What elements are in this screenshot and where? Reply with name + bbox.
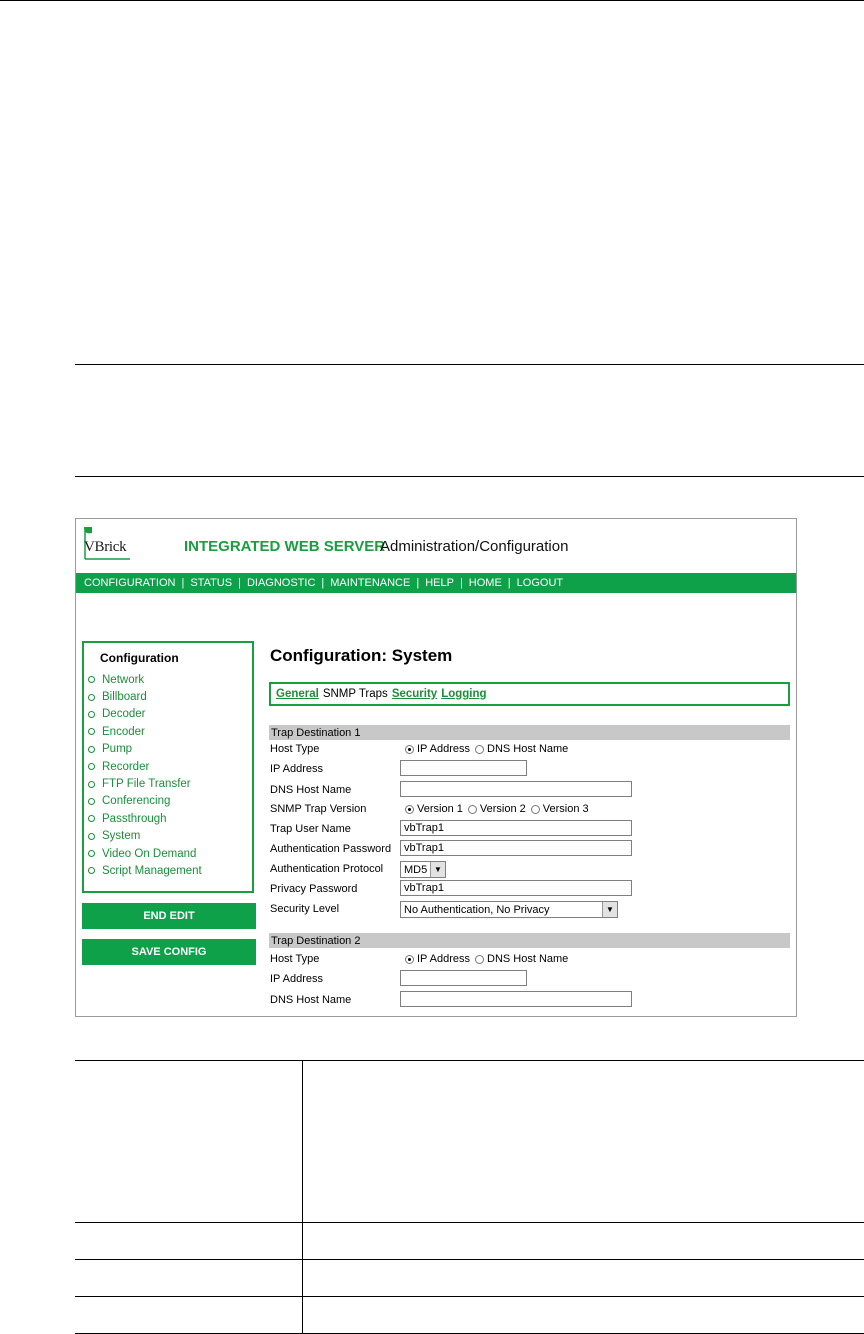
radio-icon — [405, 745, 414, 754]
app-subtitle: Administration/Configuration — [380, 538, 569, 555]
chevron-down-icon[interactable]: ▼ — [430, 862, 445, 877]
end-edit-button[interactable]: END EDIT — [82, 903, 256, 929]
logo-text: VBrick — [84, 539, 127, 555]
bullet-icon — [88, 833, 95, 840]
trap-version-radio-group — [405, 803, 594, 815]
dns-host-name-input[interactable] — [400, 991, 632, 1007]
note-rule-top — [75, 364, 864, 365]
radio-label: DNS Host Name — [487, 953, 569, 965]
bullet-icon — [88, 746, 95, 753]
radio-icon — [475, 955, 484, 964]
dns-host-name-label: DNS Host Name — [270, 994, 352, 1006]
host-type-ip-option[interactable] — [405, 743, 470, 755]
radio-label: IP Address — [417, 743, 470, 755]
privacy-password-label: Privacy Password — [270, 883, 358, 895]
version-1-option[interactable] — [405, 803, 463, 815]
sidebar-item-conferencing[interactable] — [88, 793, 202, 810]
host-type-label: Host Type — [270, 953, 320, 965]
ip-address-label: IP Address — [270, 763, 323, 775]
nav-help[interactable]: HELP — [425, 577, 454, 589]
bullet-icon — [88, 850, 95, 857]
select-value: MD5 — [404, 863, 428, 876]
sidebar-item-label: Passthrough — [102, 812, 167, 825]
select-value: No Authentication, No Privacy — [404, 903, 550, 916]
version-2-option[interactable] — [468, 803, 526, 815]
radio-icon — [468, 805, 477, 814]
table-rule — [75, 1296, 864, 1297]
ip-address-label: IP Address — [270, 973, 323, 985]
config-menu-title: Configuration — [100, 651, 179, 665]
table-rule — [75, 1222, 864, 1223]
sidebar-item-label: System — [102, 830, 141, 843]
host-type-radio-group — [405, 953, 573, 965]
header-rule — [0, 0, 864, 1]
host-type-radio-group — [405, 743, 573, 755]
radio-icon — [405, 955, 414, 964]
bullet-icon — [88, 711, 95, 718]
nav-logout[interactable]: LOGOUT — [516, 577, 564, 589]
nav-separator: | — [238, 577, 241, 589]
sidebar-item-system[interactable] — [88, 828, 202, 845]
nav-separator: | — [416, 577, 420, 589]
security-level-select[interactable] — [400, 901, 618, 918]
bullet-icon — [88, 798, 95, 805]
bullet-icon — [88, 728, 95, 735]
top-nav-bar — [76, 573, 796, 593]
sidebar-item-label: Script Management — [102, 864, 202, 877]
version-3-option[interactable] — [531, 803, 589, 815]
page-title: Configuration: System — [270, 646, 453, 665]
sidebar-item-label: Billboard — [102, 691, 147, 704]
tab-logging[interactable]: Logging — [441, 688, 487, 700]
sidebar-item-label: FTP File Transfer — [102, 778, 191, 791]
sidebar-item-pump[interactable] — [88, 741, 202, 758]
authentication-password-input[interactable]: vbTrap1 — [400, 840, 632, 856]
nav-configuration[interactable]: CONFIGURATION — [84, 577, 176, 589]
app-title: INTEGRATED WEB SERVER — [184, 538, 386, 555]
trap-destination-1-header: Trap Destination 1 — [269, 725, 790, 740]
sidebar-item-label: Network — [102, 673, 145, 686]
radio-icon — [475, 745, 484, 754]
sidebar-item-encoder[interactable] — [88, 723, 202, 740]
radio-label: Version 2 — [479, 803, 526, 815]
radio-label: IP Address — [417, 953, 470, 965]
note-rule-bottom — [75, 476, 864, 477]
sidebar-item-label: Pump — [102, 743, 133, 756]
chevron-down-icon[interactable]: ▼ — [602, 902, 617, 917]
sidebar-item-billboard[interactable] — [88, 688, 202, 705]
authentication-protocol-label: Authentication Protocol — [270, 863, 384, 875]
host-type-ip-option[interactable] — [405, 953, 470, 965]
bullet-icon — [88, 867, 95, 874]
table-rule — [75, 1259, 864, 1260]
authentication-password-label: Authentication Password — [270, 843, 392, 855]
sidebar-item-decoder[interactable] — [88, 706, 202, 723]
dns-host-name-label: DNS Host Name — [270, 784, 352, 796]
bullet-icon — [88, 676, 95, 683]
nav-home[interactable]: HOME — [468, 577, 502, 589]
sidebar-item-label: Decoder — [102, 708, 146, 721]
radio-label: Version 1 — [417, 803, 463, 815]
sidebar-item-ftp-file-transfer[interactable] — [88, 775, 202, 792]
table-rule — [75, 1060, 864, 1061]
nav-maintenance[interactable]: MAINTENANCE — [330, 577, 411, 589]
nav-status[interactable]: STATUS — [190, 577, 233, 589]
nav-separator: | — [321, 577, 325, 589]
host-type-label: Host Type — [270, 743, 320, 755]
sidebar-item-label: Video On Demand — [102, 847, 197, 860]
host-type-dns-option[interactable] — [475, 743, 568, 755]
sidebar-item-label: Encoder — [102, 725, 145, 738]
privacy-password-input[interactable]: vbTrap1 — [400, 880, 632, 896]
sidebar-item-network[interactable] — [88, 671, 202, 688]
tab-general[interactable]: General — [276, 688, 319, 700]
sidebar-item-passthrough[interactable] — [88, 810, 202, 827]
bullet-icon — [88, 815, 95, 822]
nav-separator: | — [181, 577, 185, 589]
security-level-label: Security Level — [270, 903, 340, 915]
nav-separator: | — [459, 577, 463, 589]
radio-label: DNS Host Name — [487, 743, 569, 755]
tab-bar — [269, 682, 790, 706]
trap-user-name-input[interactable]: vbTrap1 — [400, 820, 632, 836]
nav-diagnostic[interactable]: DIAGNOSTIC — [246, 577, 316, 589]
host-type-dns-option[interactable] — [475, 953, 568, 965]
dns-host-name-input[interactable] — [400, 781, 632, 797]
config-menu — [82, 641, 254, 893]
tab-security[interactable]: Security — [391, 688, 438, 700]
nav-separator: | — [507, 577, 511, 589]
table-column-divider — [302, 1060, 303, 1333]
trap-destination-2-header: Trap Destination 2 — [269, 933, 790, 948]
sidebar-item-recorder[interactable] — [88, 758, 202, 775]
radio-icon — [531, 805, 540, 814]
trap-user-name-label: Trap User Name — [270, 823, 351, 835]
sidebar-item-label: Recorder — [102, 760, 150, 773]
radio-label: Version 3 — [542, 803, 589, 815]
snmp-trap-version-label: SNMP Trap Version — [270, 803, 367, 815]
ip-address-input[interactable] — [400, 760, 527, 776]
radio-icon — [405, 805, 414, 814]
web-ui-screenshot — [75, 518, 797, 1017]
bullet-icon — [88, 694, 95, 701]
sidebar-item-label: Conferencing — [102, 795, 171, 808]
ip-address-input[interactable] — [400, 970, 527, 986]
bullet-icon — [88, 763, 95, 770]
sidebar-item-script-management[interactable] — [88, 862, 202, 879]
save-config-button[interactable]: SAVE CONFIG — [82, 939, 256, 965]
bullet-icon — [88, 781, 95, 788]
tab-snmp-traps[interactable]: SNMP Traps — [322, 688, 388, 700]
authentication-protocol-select[interactable] — [400, 861, 446, 878]
sidebar-item-video-on-demand[interactable] — [88, 845, 202, 862]
